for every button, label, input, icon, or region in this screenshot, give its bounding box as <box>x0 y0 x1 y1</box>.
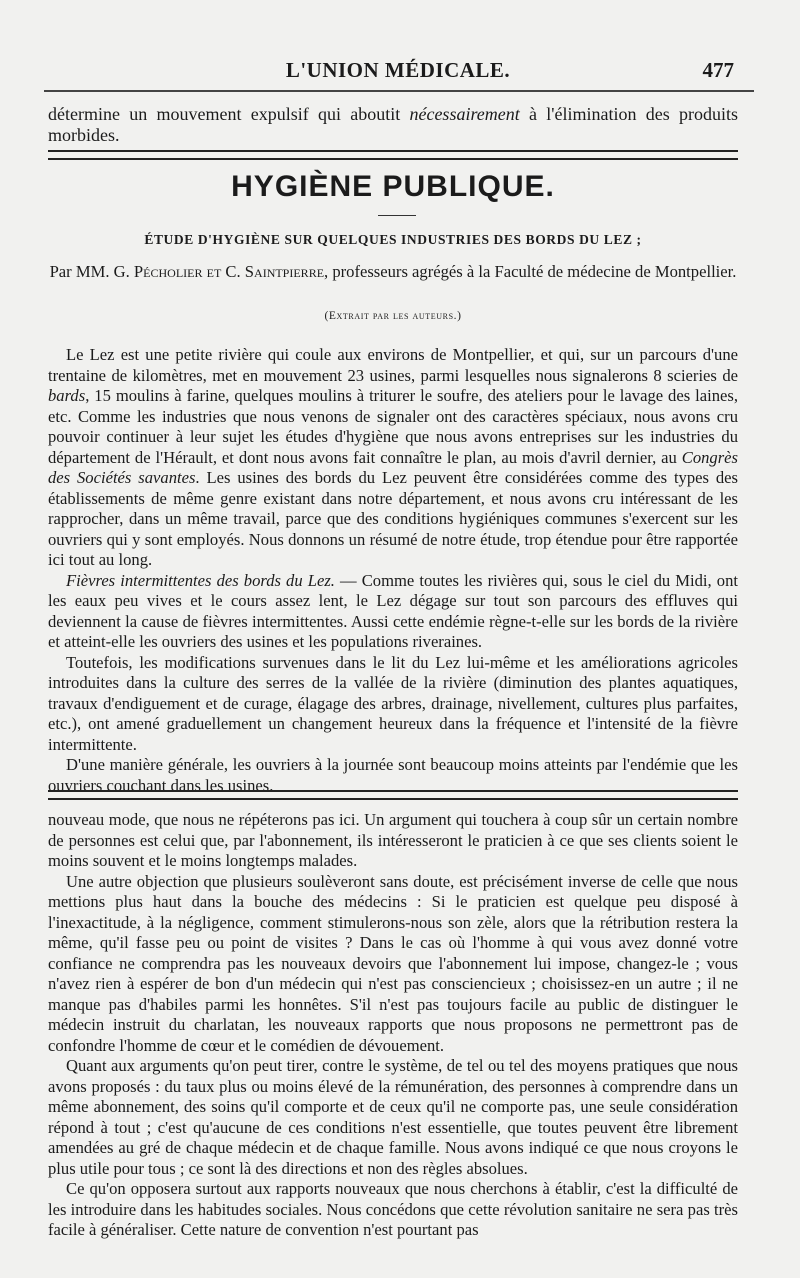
text-run: Le Lez est une petite rivière qui coule aux environs de Montpellier, et qui, sur un parcours d'une trentaine de kilomètres, met en mouvement 23 usines, parmi lesquelles nous signalerons 8 scieries de <box>48 345 738 385</box>
article-body <box>48 345 738 796</box>
emphasis: Congrès des Sociétés savantes <box>48 447 738 487</box>
emphasis: nécessairement <box>409 104 520 124</box>
title-underline <box>378 215 416 216</box>
paragraph: nouveau mode, que nous ne répéterons pas ici. Un argument qui touchera à coup sûr un certain nombre de personnes est celui que, par l'abonnement, ils intéresseront le praticien à ce que ses clients soient le moins souvent et le moins longtemps malades. <box>48 810 738 870</box>
text-run: . Les usines des bords du Lez peuvent être considérées comme des types des établissements de même genre existant dans notre département, et nous avons cru intéressant de les rapprocher, dans un même travail, parce que des conditions hygiéniques communes s'exercent sur les ouvriers qui y sont employés. Nous donnons un résumé de notre étude, trop étendue pour être rapportée ici tout au long. <box>48 468 738 569</box>
author-names: G. Pécholier et C. Saintpierre <box>113 262 325 281</box>
paragraph <box>48 345 738 571</box>
paragraph: Ce qu'on opposera surtout aux rapports nouveaux que nous cherchons à établir, c'est la difficulté de les introduire dans les habitudes sociales. Nous concédons que cette révolution sanitaire ne sera pas très facile à généraliser. Cette nature de convention n'est pourtant pas <box>48 1179 738 1239</box>
text-run: détermine un mouvement expulsif qui aboutit <box>48 104 410 124</box>
author-affiliation: , professeurs agrégés à la Faculté de médecine de Montpellier. <box>324 262 737 281</box>
lower-body <box>48 810 738 1241</box>
header-rule <box>44 90 754 92</box>
text-run: à l'élimination des produits morbides. <box>48 104 738 145</box>
byline-prefix: Par MM. <box>49 262 114 281</box>
text-run: , 15 moulins à farine, quelques moulins à triturer le soufre, des ateliers pour le lavage des laines, etc. Comme les industries que nous venons de signaler ont des caractères spéciaux, nous avons cru pouvoir continuer à leur sujet les études d'hygiène que nous avons entreprises sur les industries du département de l'Hérault, et dont nous avons fait connaître le plan, au mois d'avril dernier, au <box>48 386 738 467</box>
paragraph: D'une manière générale, les ouvriers à la journée sont beaucoup moins atteints par l'endémie que les ouvriers couchant dans les usines. <box>48 755 738 795</box>
paragraph <box>48 104 738 146</box>
section-divider <box>48 790 738 800</box>
text-run: — Comme toutes les rivières qui, sous le ciel du Midi, ont les eaux peu vives et le cours assez lent, le Lez dégage sur tout son parcours des effluves qui deviennent la cause de fièvres intermittentes. Aussi cette endémie règne-t-elle sur les bords de la rivière et atteint-elle les ouvriers des usines et les populations riveraines. <box>48 570 738 651</box>
running-header <box>48 54 748 88</box>
paragraph: Une autre objection que plusieurs soulèveront sans doute, est précisément inverse de celle que nous mettions plus haut dans la bouche des médecins : Si le praticien est quelque peu disposé à l'inexactitude, à la négligence, comment stimulerons-nous son zèle, alors que la rétribution restera la même, qu'il fasse peu ou point de visites ? Dans le cas où l'homme à qui vous avez donné votre confiance ne comprendra pas les nouveaux devoirs que l'abonnement lui impose, changez-le ; vous n'avez rien à espérer de bon d'un médecin qui n'est pas consciencieux ; choisissez-en un autre ; il ne manque pas d'habiles parmi les honnêtes. S'il n'est pas toujours facile au public de distinguer le médecin instruit du charlatan, les nouveaux rapports que nous proposons ne permettront pas de confondre l'homme de cœur et le comédien de dévouement. <box>48 871 738 1055</box>
section-divider <box>48 150 738 160</box>
paragraph: Quant aux arguments qu'on peut tirer, contre le système, de tel ou tel des moyens pratiques que nous avons proposés : du taux plus ou moins élevé de la rémunération, des personnes à comprendre dans un même abonnement, des soins qu'il comporte et de ceux qu'il ne comporte pas, une seule considération répond à tout ; c'est qu'aucune de ces conditions n'est essentielle, que toutes peuvent être librement amendées au gré de chaque médecin et de chaque famille. Nous avons indiqué ce que nous croyons le plus utile pour tous ; ce sont là des directions et non des règles absolues. <box>48 1056 738 1178</box>
article-title: ÉTUDE D'HYGIÈNE SUR QUELQUES INDUSTRIES DES BORDS DU LEZ ; <box>144 232 642 247</box>
paragraph: Toutefois, les modifications survenues dans le lit du Lez lui-même et les améliorations agricoles introduites dans la culture des serres de la vallée de la rivière (diminution des plantes aquatiques, travaux d'endiguement et de curage, élagage des arbres, drainage, nivellement, cultures plus parfaites, etc.), ont amené graduellement un changement heureux dans la fréquence et l'intensité de la fièvre intermittente. <box>48 652 738 754</box>
extract-note: (Extrait par les auteurs.) <box>324 310 462 322</box>
emphasis: bards <box>48 386 86 405</box>
running-title: L'UNION MÉDICALE. <box>285 58 511 82</box>
paragraph <box>48 571 738 653</box>
subsection-heading: Fièvres intermittentes des bords du Lez. <box>66 570 335 590</box>
byline <box>48 261 738 282</box>
page-number: 477 <box>702 58 734 82</box>
section-title: HYGIÈNE PUBLIQUE. <box>231 170 555 203</box>
continued-paragraph <box>48 104 738 146</box>
